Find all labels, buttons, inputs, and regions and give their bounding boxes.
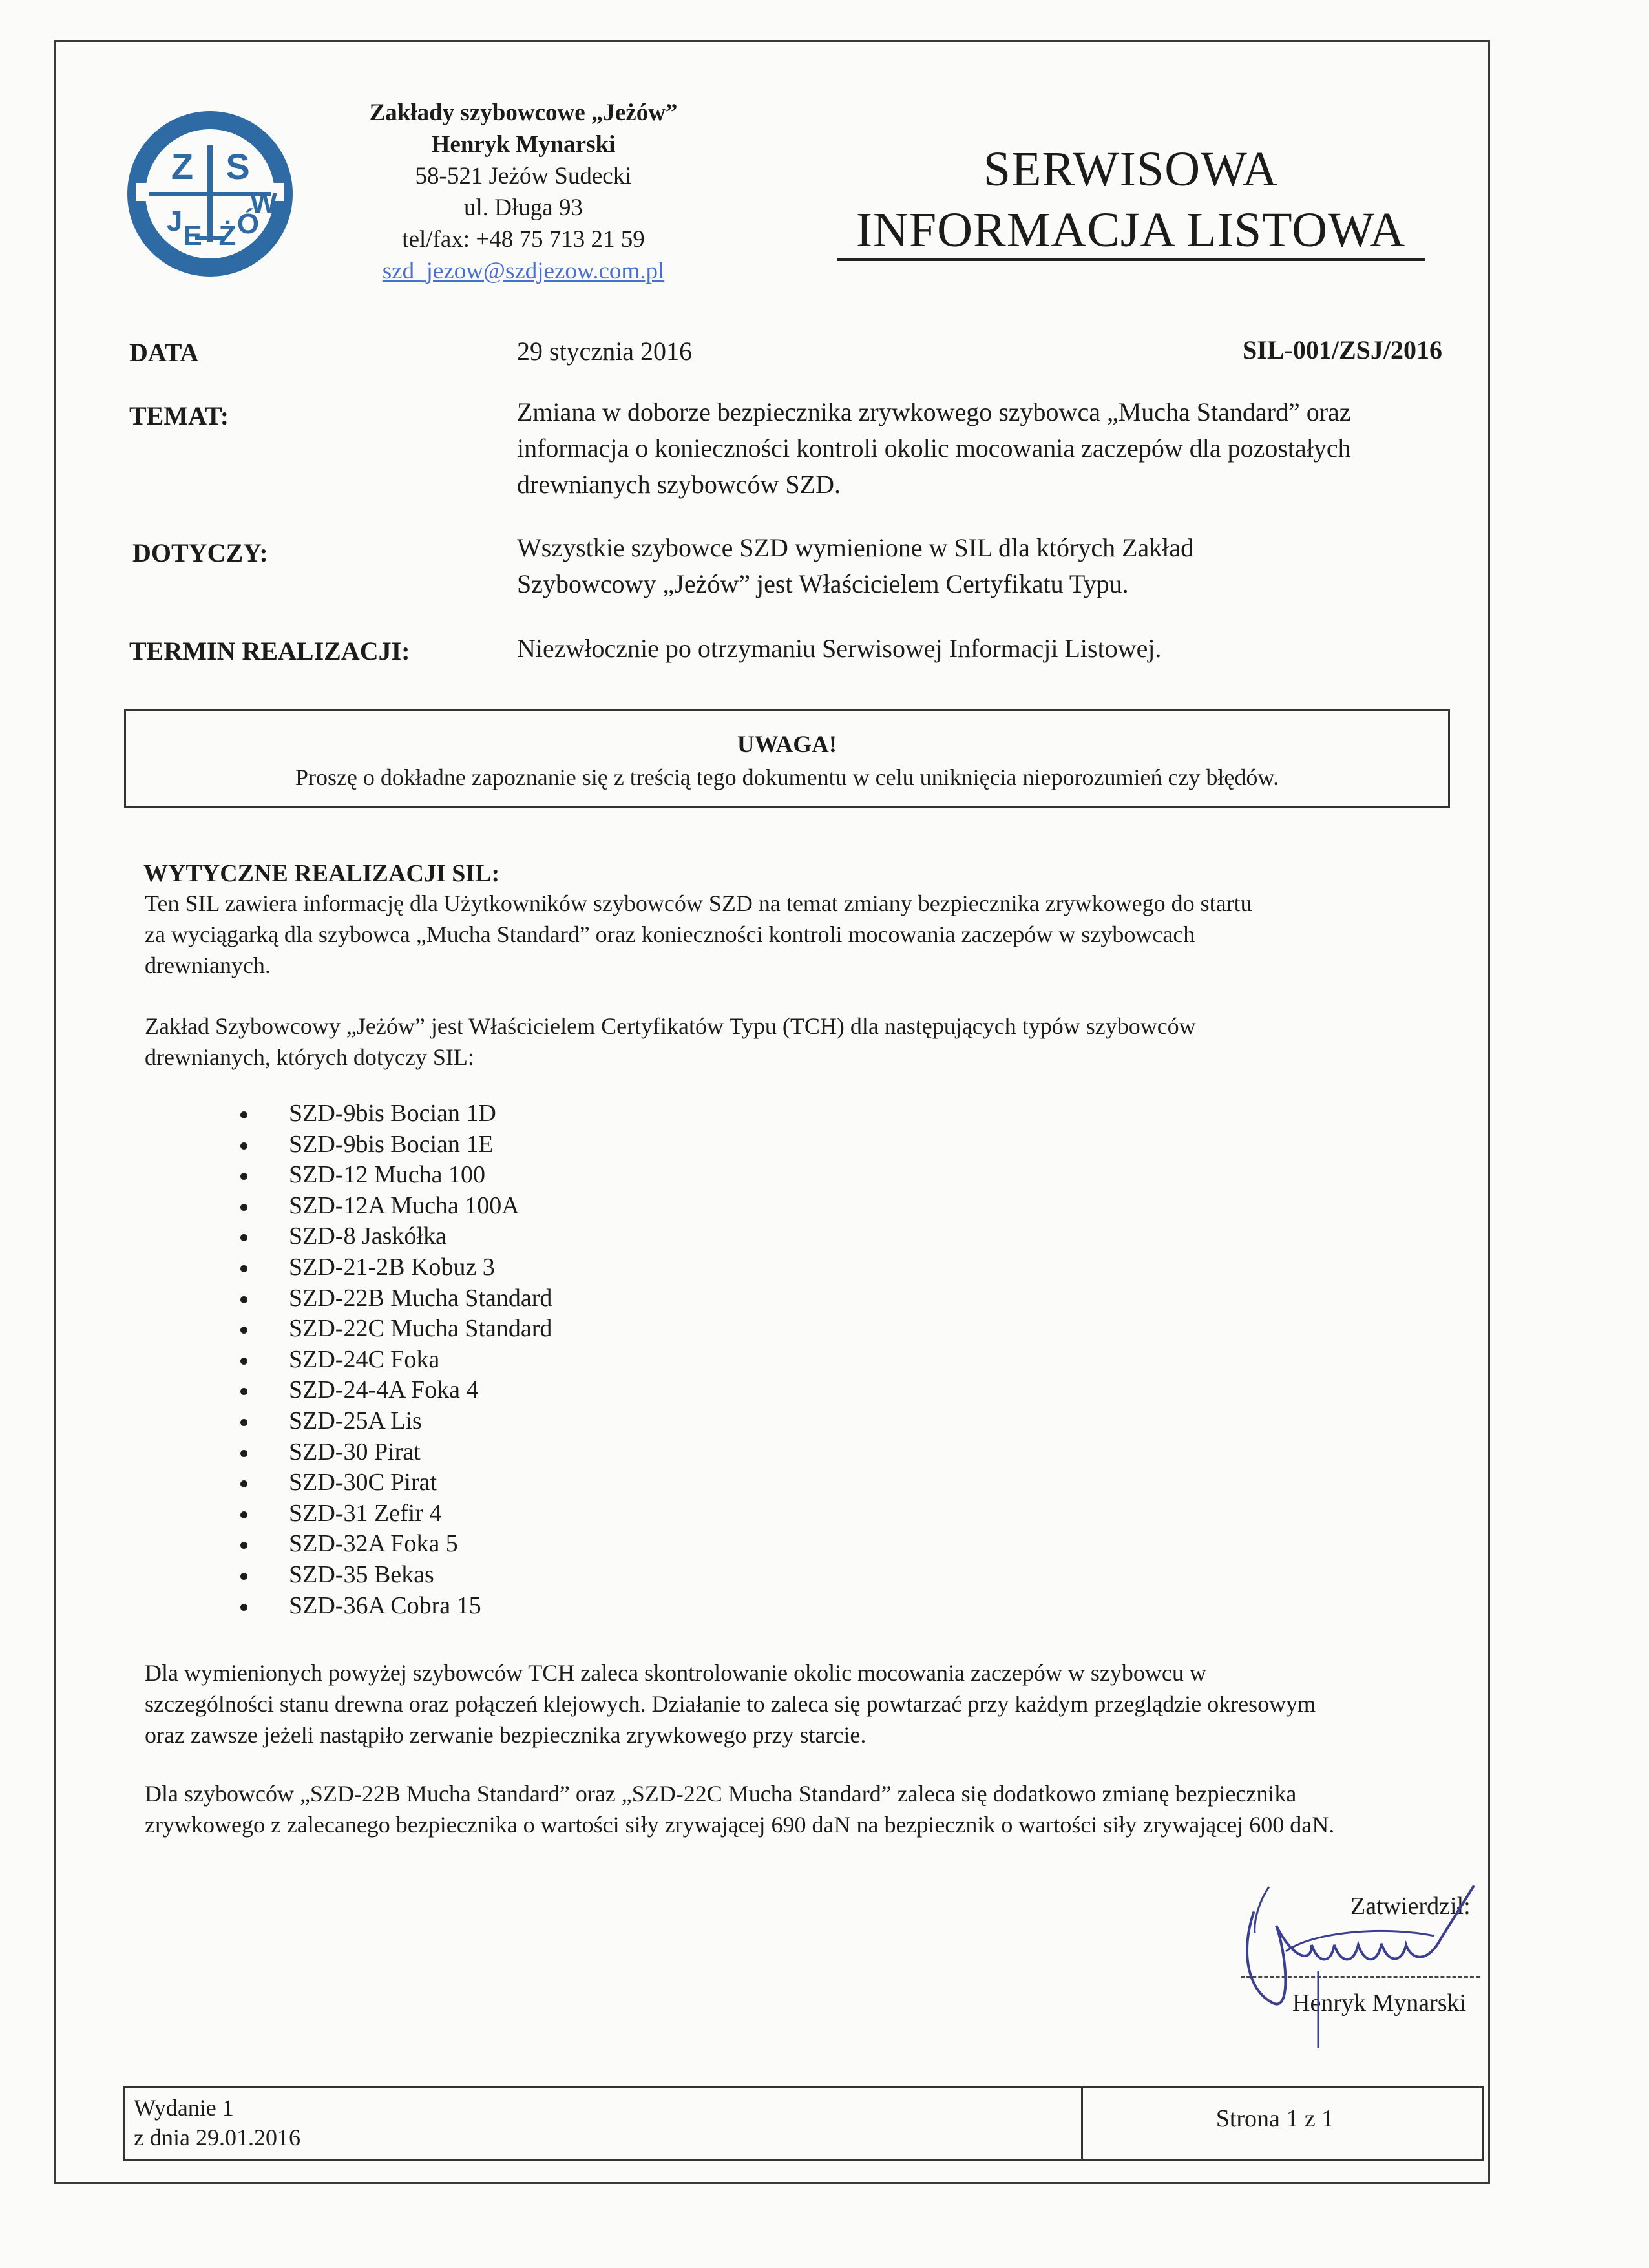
svg-text:S: S (226, 146, 250, 187)
subject-line: informacja o konieczności kontroli okolic mocowania zaczepów dla pozostałych (517, 434, 1351, 463)
phone-fax: tel/fax: +48 75 713 21 59 (402, 226, 645, 253)
intro-line: za wyciągarką dla szybowca „Mucha Standard” oraz konieczności kontroli mocowania zaczepów w szybowcach (145, 921, 1195, 947)
glider-item: SZD-24-4A Foka 4 (240, 1375, 552, 1406)
glider-item: SZD-31 Zefir 4 (240, 1498, 552, 1529)
glider-item: SZD-12A Mucha 100A (240, 1191, 552, 1222)
glider-list (240, 1098, 552, 1621)
svg-text:J: J (166, 205, 183, 237)
recommendation-line: oraz zawsze jeżeli nastąpiło zerwanie bezpiecznika zrywkowego przy starcie. (145, 1722, 867, 1748)
page-number: Strona 1 z 1 (1215, 2105, 1334, 2132)
glider-item: SZD-36A Cobra 15 (240, 1591, 552, 1622)
signer-name: Henryk Mynarski (1292, 1990, 1467, 2017)
edition-number: Wydanie 1 (134, 2095, 234, 2121)
handwritten-signature (1215, 1874, 1499, 2068)
recommendation-line: Dla wymienionych powyżej szybowców TCH zaleca skontrolowanie okolic mocowania zaczepów w szybowcu w (145, 1660, 1206, 1686)
notice-text: Proszę o dokładne zapoznanie się z treścią tego dokumentu w celu uniknięcia nieporozumień czy błędów. (295, 764, 1279, 790)
subject-line: Zmiana w doborze bezpiecznika zrywkowego szybowca „Mucha Standard” oraz (517, 397, 1351, 426)
document-title (821, 139, 1441, 260)
mucha-line: zrywkowego z zalecanego bezpiecznika o wartości siły zrywającej 690 daN na bezpiecznik o wartości siły zrywającej 600 daN. (145, 1812, 1335, 1838)
tch-line: drewnianych, których dotyczy SIL: (145, 1044, 474, 1070)
mucha-paragraph (145, 1778, 1495, 1840)
glider-item: SZD-9bis Bocian 1D (240, 1098, 552, 1129)
subject-line: drewnianych szybowców SZD. (517, 470, 841, 499)
glider-item: SZD-32A Foka 5 (240, 1529, 552, 1560)
glider-item: SZD-21-2B Kobuz 3 (240, 1252, 552, 1283)
title-line-2: INFORMACJA LISTOWA (837, 203, 1425, 261)
title-line-1: SERWISOWA (983, 142, 1279, 196)
section-heading: WYTYCZNE REALIZACJI SIL: (143, 860, 500, 887)
concerns-label: DOTYCZY: (132, 538, 268, 567)
glider-item: SZD-30 Pirat (240, 1437, 552, 1468)
concerns-line: Szybowcowy „Jeżów” jest Właścicielem Certyfikatu Typu. (517, 569, 1129, 598)
email-link[interactable]: szd_jezow@szdjezow.com.pl (382, 258, 665, 284)
glider-item: SZD-22C Mucha Standard (240, 1314, 552, 1345)
intro-line: drewnianych. (145, 952, 271, 978)
owner-name: Henryk Mynarski (431, 131, 616, 158)
street-address: ul. Długa 93 (464, 194, 583, 221)
glider-item: SZD-9bis Bocian 1E (240, 1129, 552, 1160)
svg-text:Z: Z (171, 146, 194, 187)
date-label: DATA (129, 338, 199, 367)
glider-item: SZD-24C Foka (240, 1345, 552, 1376)
company-info (323, 97, 724, 287)
glider-item: SZD-12 Mucha 100 (240, 1160, 552, 1191)
glider-item: SZD-22B Mucha Standard (240, 1283, 552, 1314)
svg-text:W: W (250, 187, 277, 219)
sil-number: SIL-001/ZSJ/2016 (1243, 335, 1442, 364)
svg-text:E: E (183, 220, 202, 251)
notice-box (124, 709, 1450, 808)
glider-item: SZD-35 Bekas (240, 1560, 552, 1591)
intro-paragraph (145, 888, 1495, 981)
subject-text (517, 394, 1486, 503)
footer-divider (1081, 2088, 1083, 2159)
concerns-text (517, 530, 1486, 602)
edition-info (134, 2093, 300, 2152)
mucha-line: Dla szybowców „SZD-22B Mucha Standard” oraz „SZD-22C Mucha Standard” zaleca się dodatkowo zmianę bezpiecznika (145, 1781, 1297, 1807)
svg-text:Ó: Ó (236, 208, 260, 240)
deadline-label: TERMIN REALIZACJI: (129, 636, 410, 666)
recommendation-paragraph (145, 1657, 1495, 1750)
svg-text:Ż: Ż (218, 220, 236, 251)
approval-label: Zatwierdził: (1350, 1893, 1471, 1920)
company-logo (123, 107, 297, 281)
company-name: Zakłady szybowcowe „Jeżów” (369, 100, 678, 126)
postal-address: 58-521 Jeżów Sudecki (415, 163, 632, 189)
intro-line: Ten SIL zawiera informację dla Użytkowników szybowców SZD na temat zmiany bezpiecznika zrywkowego do startu (145, 890, 1252, 916)
concerns-line: Wszystkie szybowce SZD wymienione w SIL dla których Zakład (517, 533, 1194, 562)
notice-heading: UWAGA! (737, 731, 837, 758)
recommendation-line: szczególności stanu drewna oraz połączeń klejowych. Działanie to zaleca się powtarzać przy każdym przeglądzie okresowym (145, 1691, 1316, 1717)
tch-paragraph (145, 1011, 1495, 1073)
glider-item: SZD-8 Jaskółka (240, 1221, 552, 1252)
subject-label: TEMAT: (129, 401, 229, 430)
glider-item: SZD-25A Lis (240, 1406, 552, 1437)
glider-item: SZD-30C Pirat (240, 1467, 552, 1498)
tch-line: Zakład Szybowcowy „Jeżów” jest Właścicielem Certyfikatów Typu (TCH) dla następujących typów szybowców (145, 1013, 1196, 1039)
edition-date: z dnia 29.01.2016 (134, 2125, 300, 2150)
deadline-value: Niezwłocznie po otrzymaniu Serwisowej Informacji Listowej. (517, 634, 1162, 663)
date-value: 29 stycznia 2016 (517, 337, 693, 366)
footer-box (123, 2086, 1484, 2161)
